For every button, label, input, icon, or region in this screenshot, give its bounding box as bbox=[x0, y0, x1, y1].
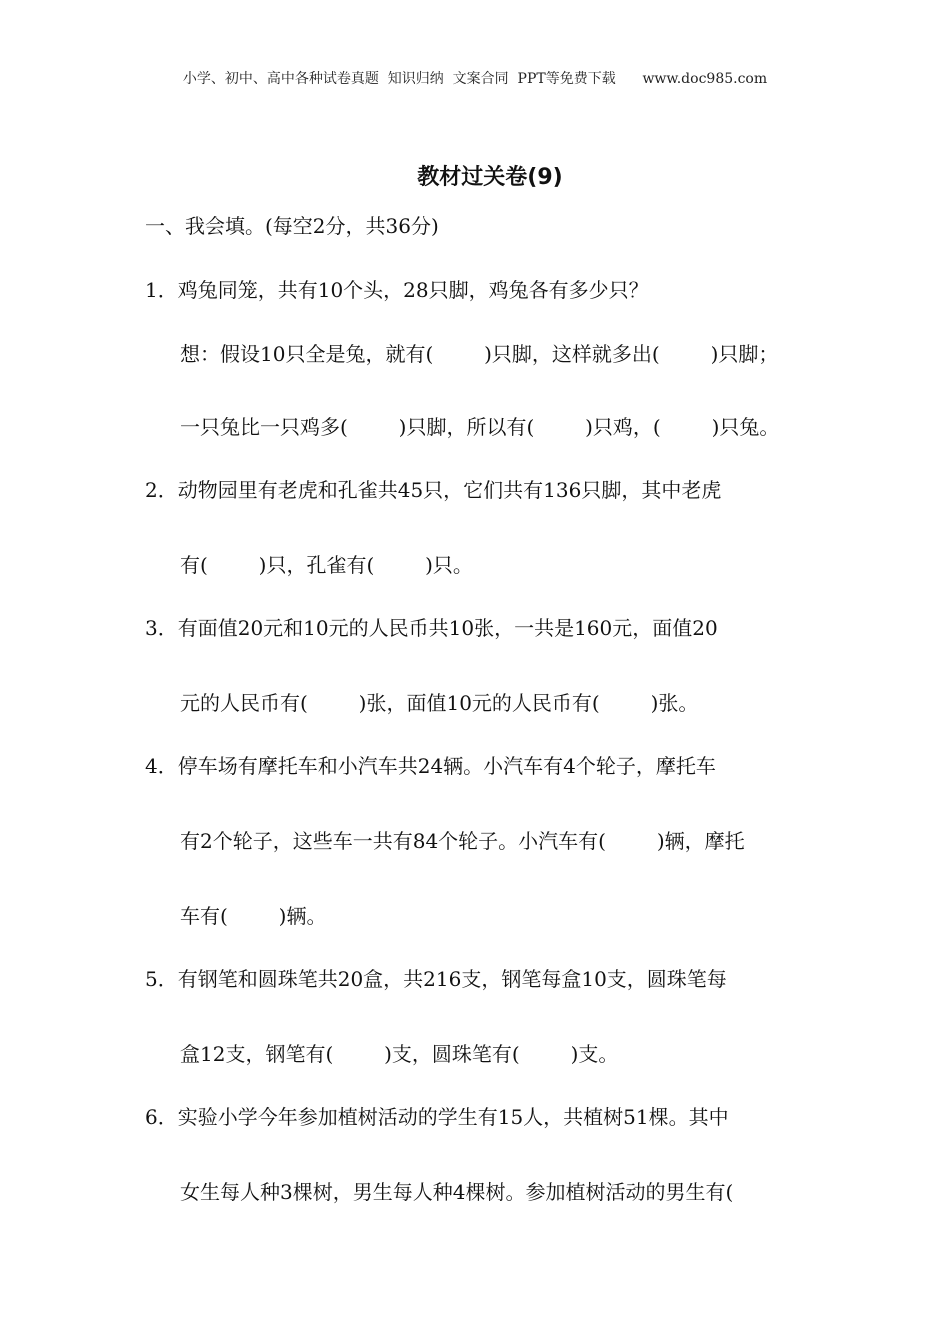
question-line: 盒12支，钢笔有( )支，圆珠笔有( )支。 bbox=[180, 1042, 619, 1066]
question-line: 想：假设10只全是兔，就有( )只脚，这样就多出( )只脚； bbox=[180, 342, 779, 366]
question-line: 有2个轮子，这些车一共有84个轮子。小汽车有( )辆，摩托 bbox=[180, 829, 745, 853]
question-line: 元的人民币有( )张，面值10元的人民币有( )张。 bbox=[180, 691, 699, 715]
question-line: 5．有钢笔和圆珠笔共20盒，共216支，钢笔每盒10支，圆珠笔每 bbox=[145, 967, 727, 991]
question-line: 3．有面值20元和10元的人民币共10张，一共是160元，面值20 bbox=[145, 616, 718, 640]
question-line: 6．实验小学今年参加植树活动的学生有15人，共植树51棵。其中 bbox=[145, 1105, 729, 1129]
question-line: 女生每人种3棵树，男生每人种4棵树。参加植树活动的男生有( bbox=[180, 1180, 734, 1204]
question-line: 1．鸡兔同笼，共有10个头，28只脚，鸡兔各有多少只？ bbox=[145, 278, 649, 302]
page-title: 教材过关卷(9) bbox=[417, 165, 563, 190]
question-line: 车有( )辆。 bbox=[180, 904, 327, 928]
page-header: 小学、初中、高中各种试卷真题 知识归纳 文案合同 PPT等免费下载 www.doc985.com bbox=[182, 71, 768, 87]
question-line: 有( )只，孔雀有( )只。 bbox=[180, 553, 473, 577]
section-heading: 一、我会填。(每空2分，共36分) bbox=[145, 214, 439, 238]
question-line: 4．停车场有摩托车和小汽车共24辆。小汽车有4个轮子，摩托车 bbox=[145, 754, 716, 778]
question-line: 2．动物园里有老虎和孔雀共45只，它们共有136只脚，其中老虎 bbox=[145, 478, 722, 502]
question-line: 一只兔比一只鸡多( )只脚，所以有( )只鸡，( )只兔。 bbox=[180, 415, 780, 439]
